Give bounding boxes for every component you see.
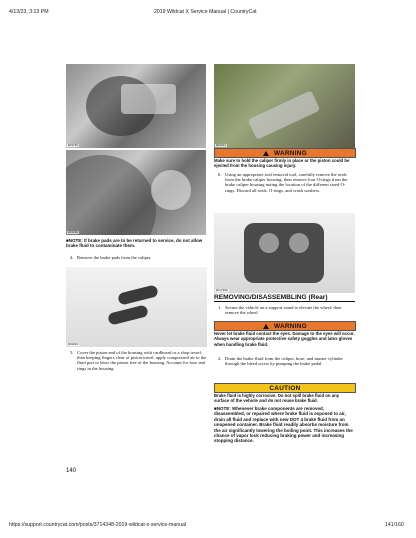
step-5 — [70, 350, 207, 386]
warning-triangle-icon — [263, 151, 269, 156]
warning-text-2: Never let brake fluid contact the eyes. Damage to the eyes will occur. Always wear appropriate protective safety goggles and latex gloves when handling brake fluid. — [214, 331, 355, 347]
caliper-housing-photo — [214, 213, 355, 293]
warning-title: WARNING — [274, 149, 307, 157]
print-datetime: 4/13/23, 3:13 PM — [9, 9, 49, 15]
step-1 — [218, 305, 355, 317]
warning-title: WARNING — [274, 322, 307, 330]
section-heading: REMOVING/DISASSEMBLING (Rear) — [214, 294, 355, 302]
caliper-photo-3 — [214, 64, 355, 148]
step-2 — [218, 356, 355, 374]
figure-caption: WC0908 — [68, 231, 79, 234]
brake-pad-note: ■NOTE: If brake pads are to be returned to service, do not allow brake fluid to contaminate them. — [66, 238, 203, 249]
print-page-title: 2019 Wildcat X Service Manual | CountryCat — [154, 9, 257, 15]
step-text: Using an appropriate seal removal tool, carefully remove the seals from the brake caliper housing; then remove four O-rings from the brake caliper housing noting the location of the different sized O-rings. Discard all seals, O-rings, and crush washers. — [225, 172, 348, 193]
step-number: 6. — [218, 172, 222, 177]
figure-caption: WC0715 — [68, 144, 79, 147]
step-number: 5. — [70, 350, 74, 355]
step-text: Secure the vehicle on a support stand to elevate the wheel; then remove the wheel. — [225, 305, 342, 316]
figure-caption: WC1793A — [216, 289, 228, 292]
figure-caption: WC0894 — [68, 343, 79, 346]
warning-triangle-icon — [263, 324, 269, 329]
print-url: https://support.countrycat.com/posts/3714348-2019-wildcat-x-service-manual — [9, 522, 187, 528]
step-text: Cover the piston end of the housing with cardboard or a shop towel; then keeping fingers clear of piston travel, apply compressed air to the fluid port to blow the piston free of the housing. Account for four seal rings in the housing. — [77, 350, 207, 371]
print-page-counter: 141/160 — [385, 522, 404, 528]
step-text: Remove the brake pads from the caliper. — [77, 255, 152, 260]
step-text: Drain the brake fluid from the caliper, hose, and master cylinder through the bleed screw by pumping the brake pedal. — [225, 356, 343, 367]
dot4-note: ■NOTE: Whenever brake components are removed, disassembled, or repaired where brake fluid is exposed to air, drain all fluid and replace with new DOT 4 brake fluid from an unopened container. Brake fluid readily absorbs moisture from the air significantly lowering the boiling point. This increases the chance of vapor lock reducing braking power and increasing stopping distance. — [214, 406, 353, 444]
warning-banner-1 — [214, 148, 356, 158]
caution-text: Brake fluid is highly corrosive. Do not spill brake fluid on any surface of the vehicle and do not reuse brake fluid. — [214, 393, 340, 404]
figure-caption: WC0841 — [216, 144, 227, 147]
page-number: 140 — [66, 468, 77, 474]
step-6 — [218, 172, 355, 208]
caution-banner: CAUTION — [214, 383, 356, 393]
warning-banner-2 — [214, 321, 356, 331]
caliper-photo-2 — [66, 150, 206, 235]
step-number: 1. — [218, 305, 222, 310]
step-4 — [70, 255, 207, 261]
caliper-photo-1 — [66, 64, 206, 148]
brake-pads-photo — [66, 267, 207, 347]
warning-text-1: Make sure to hold the caliper firmly in place or the piston could be ejected from the housing causing injury. — [214, 158, 350, 169]
step-number: 4. — [70, 255, 74, 260]
step-number: 2. — [218, 356, 222, 361]
